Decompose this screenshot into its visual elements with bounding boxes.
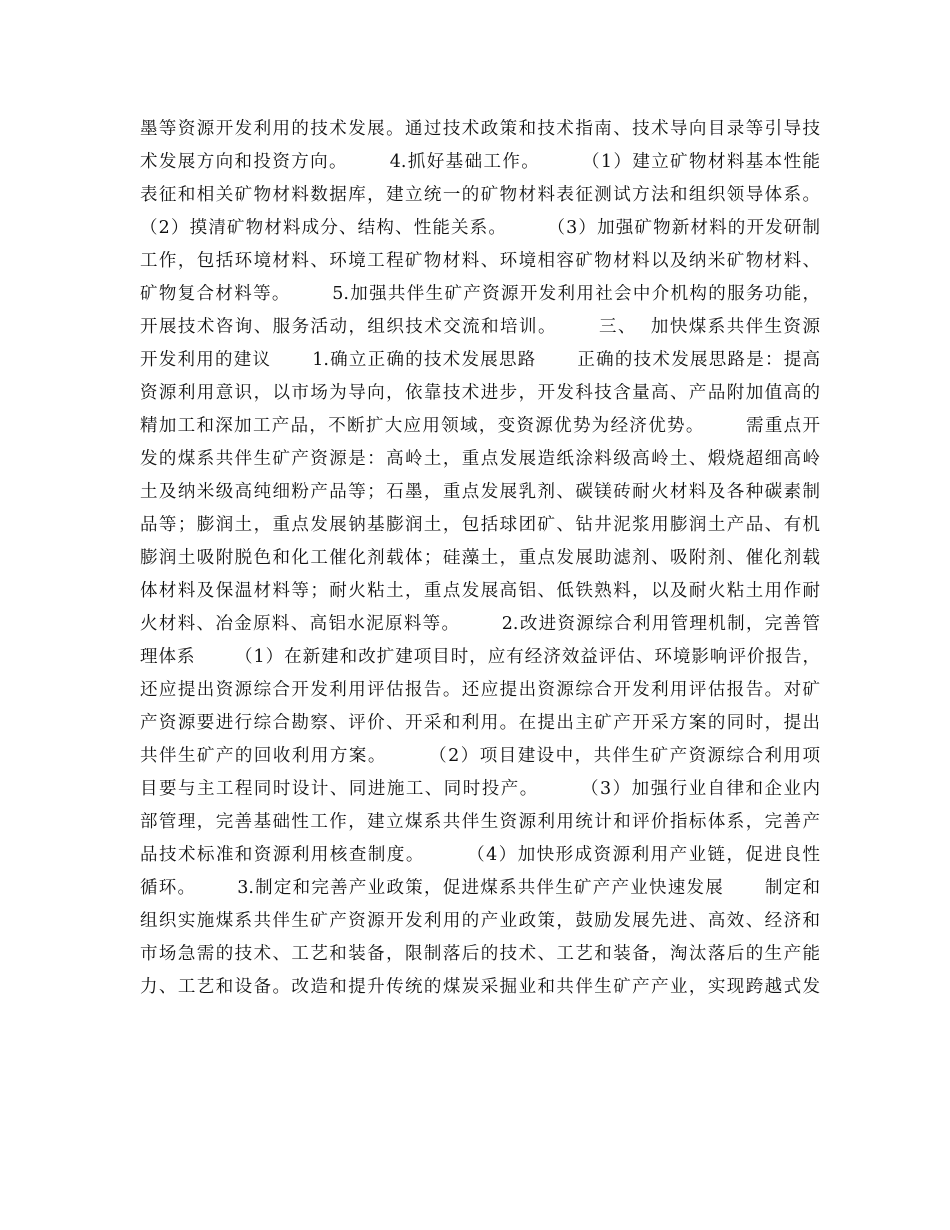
text-line: 资源利用意识，以市场为导向，依靠技术进步，开发科技含量高、产品附加值高的 xyxy=(140,383,820,403)
text-line: 市场急需的技术、工艺和装备，限制落后的技术、工艺和装备，淘汰落后的生产能 xyxy=(140,944,820,964)
text-line: 发的煤系共伴生矿产资源是：高岭土，重点发展造纸涂料级高岭土、煅烧超细高岭 xyxy=(140,449,820,469)
text-line: 理体系 （1）在新建和改扩建项目时，应有经济效益评估、环境影响评价报告， xyxy=(140,647,820,667)
body-text xyxy=(140,113,820,1004)
text-line: 产资源要进行综合勘察、评价、开采和利用。在提出主矿产开采方案的同时，提出 xyxy=(140,713,820,733)
text-line: 精加工和深加工产品，不断扩大应用领域，变资源优势为经济优势。 需重点开 xyxy=(140,416,820,436)
text-line: 目要与主工程同时设计、同进施工、同时投产。 （3）加强行业自律和企业内 xyxy=(140,779,820,799)
text-line: 部管理，完善基础性工作，建立煤系共伴生资源利用统计和评价指标体系，完善产 xyxy=(140,812,820,832)
text-line: 火材料、冶金原料、高铝水泥原料等。 2.改进资源综合利用管理机制，完善管 xyxy=(140,614,820,634)
text-line: 体材料及保温材料等；耐火粘土，重点发展高铝、低铁熟料，以及耐火粘土用作耐 xyxy=(140,581,820,601)
text-line: （2）摸清矿物材料成分、结构、性能关系。 （3）加强矿物新材料的开发研制 xyxy=(140,218,820,238)
text-line: 品等；膨润土，重点发展钠基膨润土，包括球团矿、钻井泥浆用膨润土产品、有机 xyxy=(140,515,820,535)
text-line: 墨等资源开发利用的技术发展。通过技术政策和技术指南、技术导向目录等引导技 xyxy=(140,119,820,139)
text-line: 力、工艺和设备。改造和提升传统的煤炭采掘业和共伴生矿产产业，实现跨越式发 xyxy=(140,977,820,997)
text-line: 开发利用的建议 1.确立正确的技术发展思路 正确的技术发展思路是：提高 xyxy=(140,350,820,370)
text-line: 循环。 3.制定和完善产业政策，促进煤系共伴生矿产产业快速发展 制定和 xyxy=(140,878,820,898)
text-line: 还应提出资源综合开发利用评估报告。还应提出资源综合开发利用评估报告。对矿 xyxy=(140,680,820,700)
text-line: 术发展方向和投资方向。 4.抓好基础工作。 （1）建立矿物材料基本性能 xyxy=(140,152,820,172)
text-line: 开展技术咨询、服务活动，组织技术交流和培训。 三、 加快煤系共伴生资源 xyxy=(140,317,820,337)
text-line: 膨润土吸附脱色和化工催化剂载体；硅藻土，重点发展助滤剂、吸附剂、催化剂载 xyxy=(140,548,820,568)
text-line: 共伴生矿产的回收利用方案。 （2）项目建设中，共伴生矿产资源综合利用项 xyxy=(140,746,820,766)
text-line: 土及纳米级高纯细粉产品等；石墨，重点发展乳剂、碳镁砖耐火材料及各种碳素制 xyxy=(140,482,820,502)
text-line: 表征和相关矿物材料数据库，建立统一的矿物材料表征测试方法和组织领导体系。 xyxy=(140,185,820,205)
text-line: 组织实施煤系共伴生矿产资源开发利用的产业政策，鼓励发展先进、高效、经济和 xyxy=(140,911,820,931)
text-line: 工作，包括环境材料、环境工程矿物材料、环境相容矿物材料以及纳米矿物材料、 xyxy=(140,251,820,271)
text-line: 矿物复合材料等。 5.加强共伴生矿产资源开发利用社会中介机构的服务功能， xyxy=(140,284,820,304)
text-line: 品技术标准和资源利用核查制度。 （4）加快形成资源利用产业链，促进良性 xyxy=(140,845,820,865)
